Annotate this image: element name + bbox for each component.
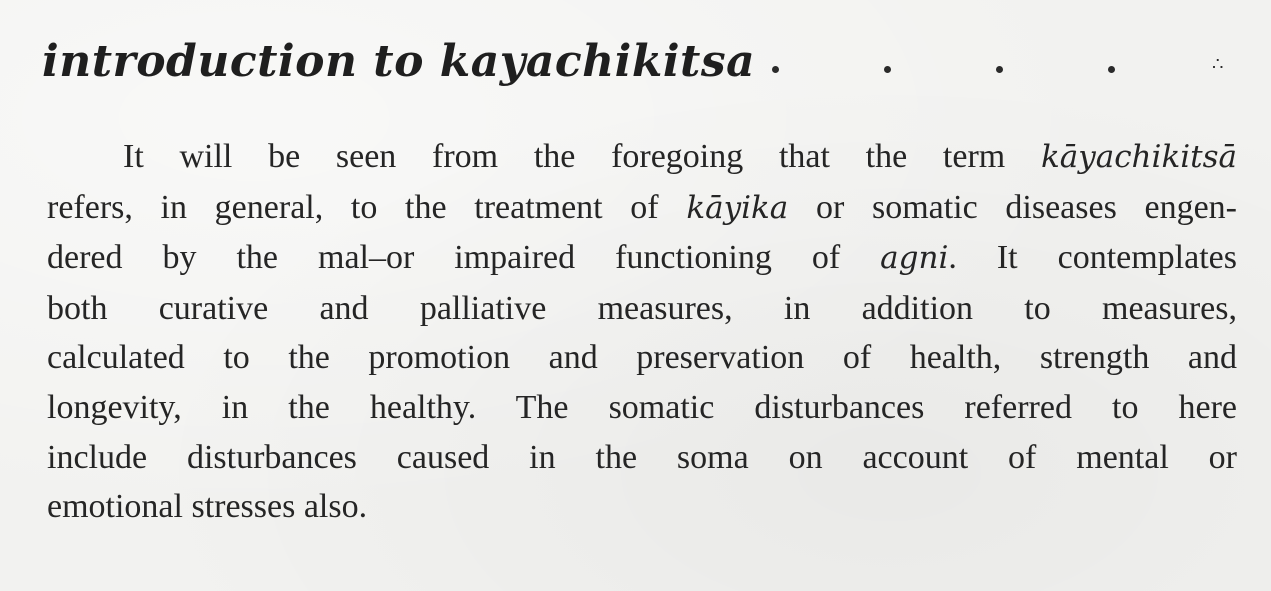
text-line (47, 383, 1237, 433)
body-paragraph-container (47, 132, 1237, 532)
text-run: emotional stresses also. (47, 488, 368, 526)
text-line (47, 132, 1237, 183)
text-run: dered by the mal–or impaired functioning of (47, 239, 881, 277)
text-run: refers, in general, to the treatment of (47, 188, 687, 226)
running-head (42, 36, 1242, 96)
dot-leader (772, 36, 1242, 96)
leader-dot (996, 66, 1003, 73)
running-head-title: introduction to kayachikitsa (42, 36, 756, 87)
leader-dot (772, 66, 779, 73)
body-paragraph (47, 132, 1237, 532)
text-line (47, 482, 1237, 532)
italic-term: kāyachikitsā (1040, 139, 1237, 175)
text-run: longevity, in the healthy. The somatic disturbances referred to here (47, 388, 1237, 426)
leader-dot (884, 66, 891, 73)
text-run: or somatic diseases engen- (788, 188, 1237, 226)
text-run: . It contemplates (948, 239, 1237, 277)
text-line (47, 183, 1237, 234)
text-run: include disturbances caused in the soma on account of mental or (47, 438, 1237, 476)
text-run: It will be seen from the foregoing that the term (123, 138, 1041, 175)
italic-term: agni (880, 240, 949, 277)
text-run: calculated to the promotion and preservation of health, strength and (47, 339, 1237, 377)
text-line (47, 433, 1237, 483)
leader-dot (1108, 66, 1115, 73)
text-run: both curative and palliative measures, in addition to measures, (47, 289, 1237, 327)
trailing-mark: ∴ (1212, 54, 1224, 75)
italic-term: kāyika (686, 189, 789, 226)
text-line (47, 333, 1237, 383)
text-line (47, 233, 1237, 284)
text-line (47, 284, 1237, 334)
